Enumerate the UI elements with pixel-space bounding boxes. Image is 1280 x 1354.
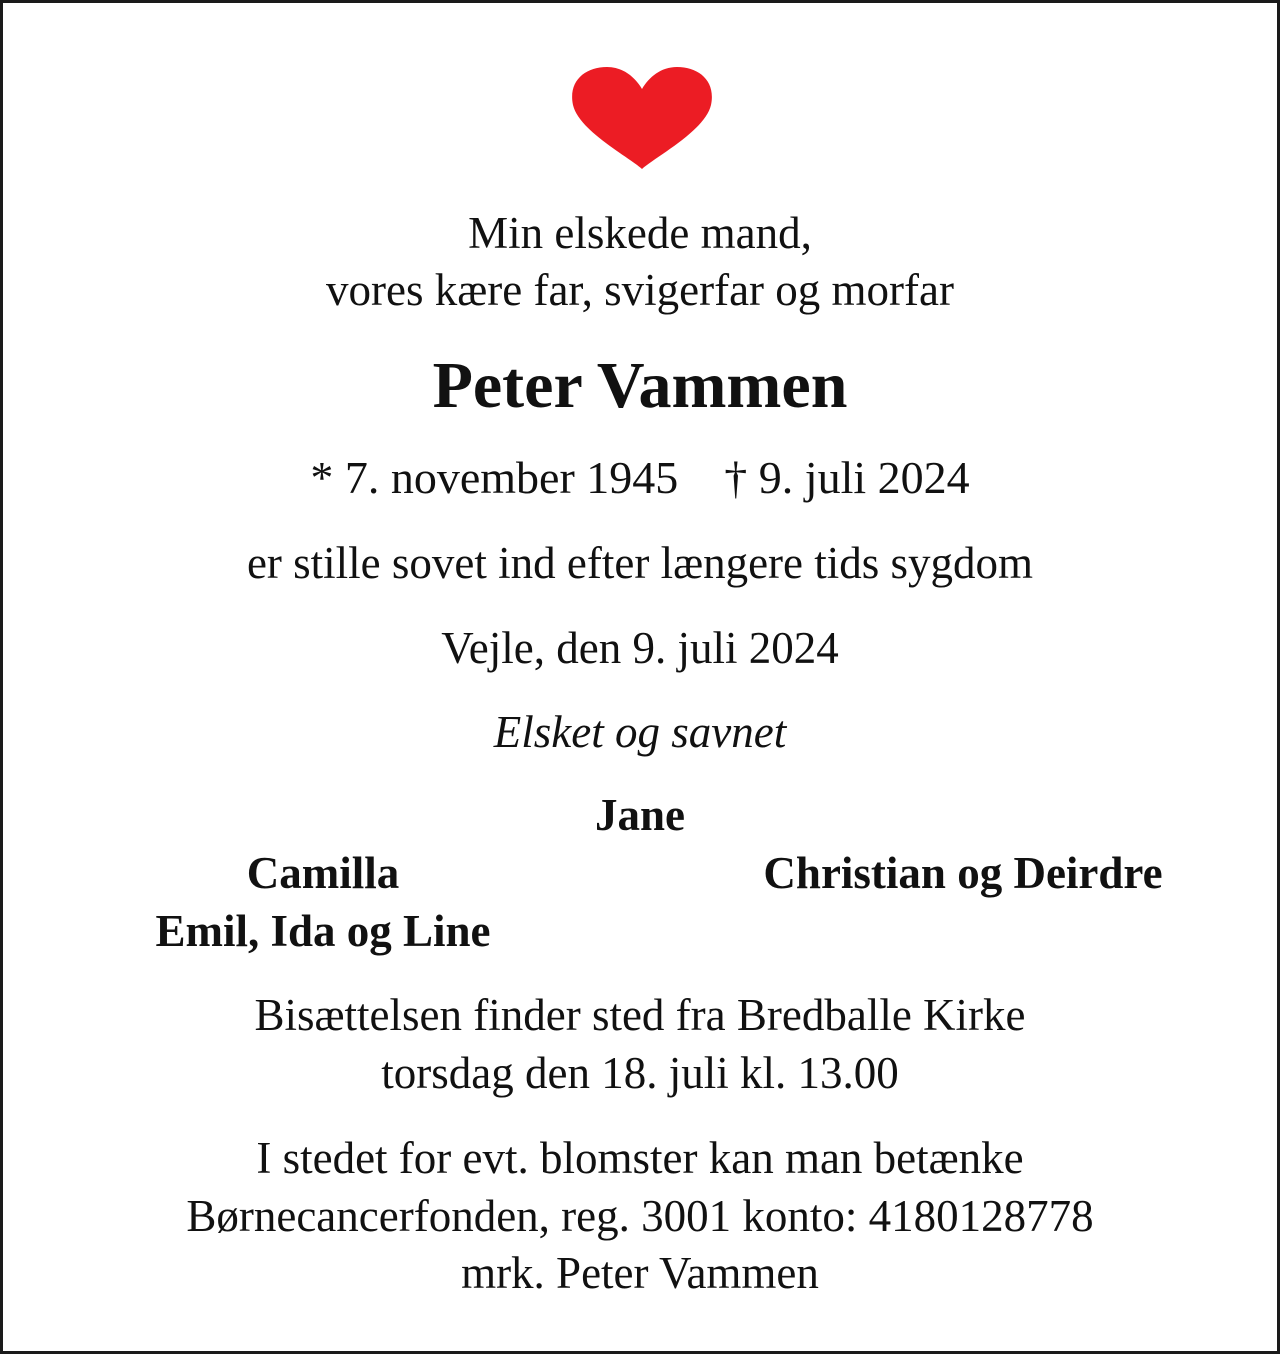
intro-line-2: vores kære far, svigerfar og morfar: [326, 265, 954, 315]
family-spouse: Jane: [595, 790, 685, 840]
place-and-date: Vejle, den 9. juli 2024: [441, 623, 839, 673]
deceased-name: Peter Vammen: [432, 349, 848, 422]
donation-line-1: I stedet for evt. blomster kan man betænke: [256, 1133, 1024, 1183]
birth-date: * 7. november 1945: [310, 452, 679, 503]
family-left-2: Emil, Ida og Line: [155, 906, 491, 956]
death-date: † 9. juli 2024: [724, 452, 970, 503]
donation-line-3: mrk. Peter Vammen: [461, 1248, 819, 1298]
passing-message: er stille sovet ind efter længere tids sygdom: [246, 538, 1034, 588]
life-dates: [3, 452, 1277, 503]
funeral-line-2: torsdag den 18. juli kl. 13.00: [381, 1048, 899, 1098]
funeral-line-1: Bisættelsen finder sted fra Bredballe Kirke: [254, 990, 1026, 1040]
closing-phrase: Elsket og savnet: [493, 707, 787, 757]
family-left-1: Camilla: [246, 848, 400, 898]
family-right-1: Christian og Deirdre: [763, 848, 1163, 898]
heart-icon: [569, 65, 715, 171]
donation-line-2: Børnecancerfonden, reg. 3001 konto: 4180128778: [186, 1191, 1094, 1241]
intro-line-1: Min elskede mand,: [468, 208, 812, 258]
